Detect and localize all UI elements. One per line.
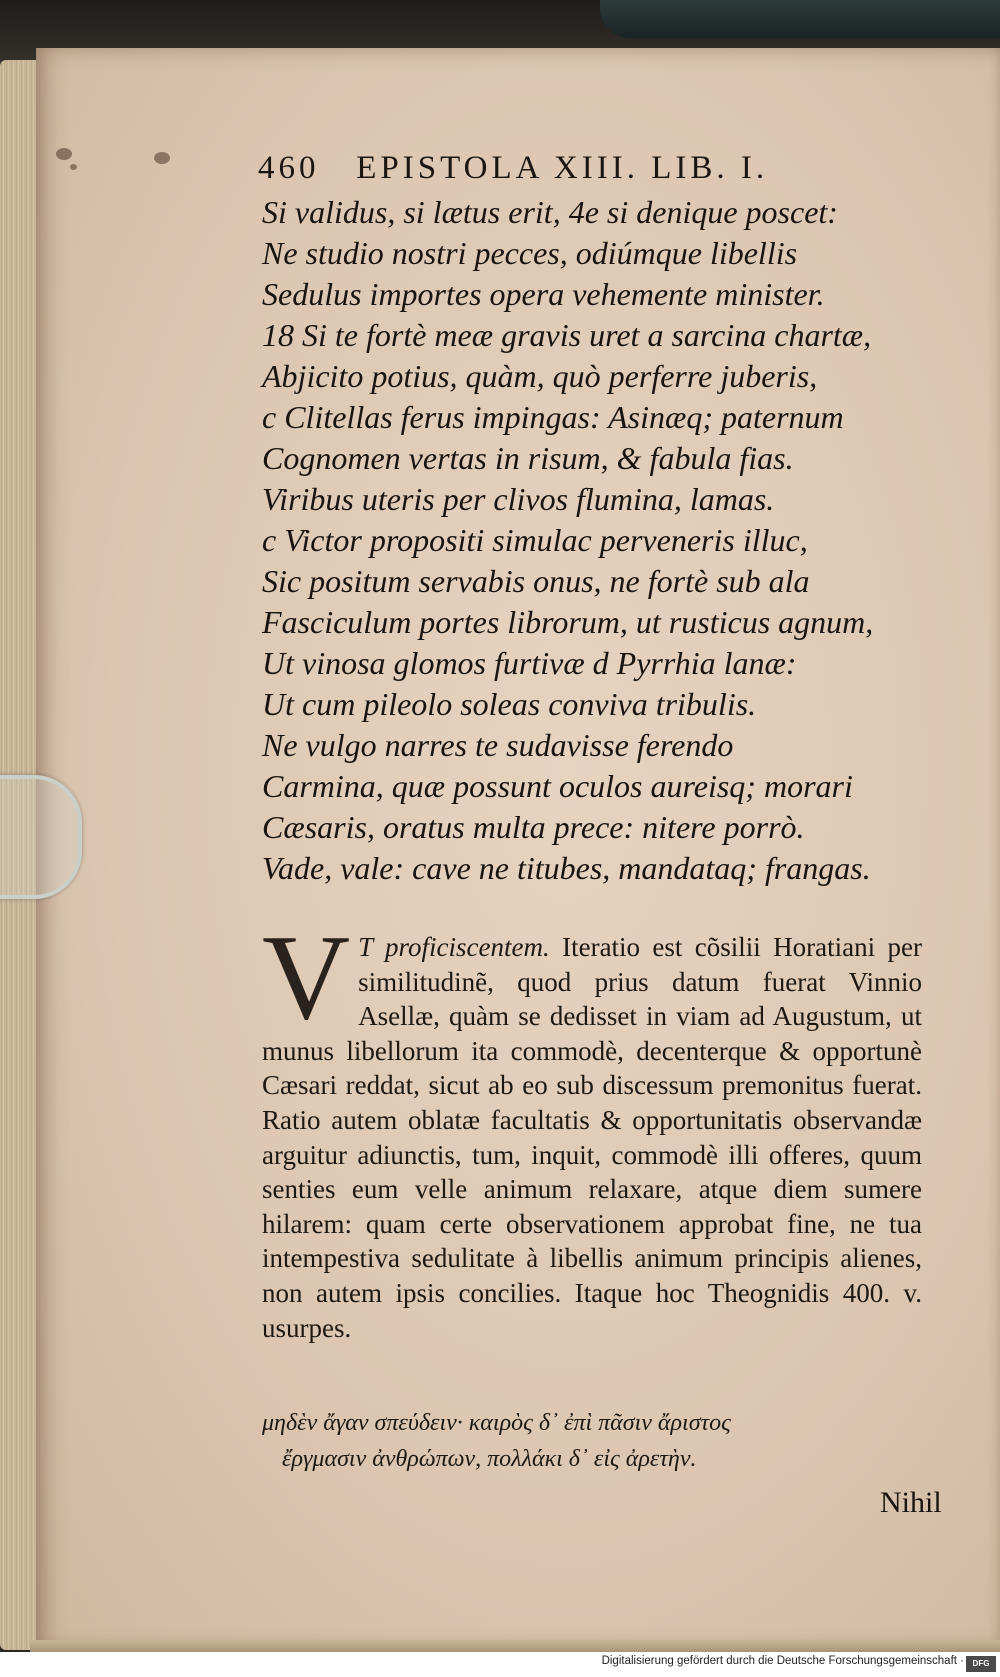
dfg-logo: DFG	[966, 1656, 996, 1672]
commentary-paragraph	[262, 910, 922, 1345]
commentary-block	[262, 910, 922, 1345]
page-stain	[56, 148, 72, 160]
verse-line: Viribus uteris per clivos flumina, lamas.	[262, 481, 775, 517]
page-number: 460	[258, 150, 320, 186]
verse-line: Ne studio nostri pecces, odiúmque libellis	[262, 235, 798, 271]
commentary-text: Iteratio est cõsilii Horatiani per similitudinẽ, quod prius datum fuerat Vinnio Asellæ, quàm se dedisset in viam ad Augustum, ut munus libellorum ita commodè, decenterque & opportunè Cæsari reddat, sicut ab eo sub discessum premonitus fuerat. Ratio autem oblatæ facultatis & opportunitatis observandæ arguitur adiunctis, tum, inquit, commodè illi offeres, quum senties eum velle animum relaxare, atque diem sumere hilarem: quam certe observationem approbat fine, ne tua intempestiva sedulitate à libellis animum principis alienes, non autem ipsis concilies. Itaque hoc Theognidis 400. v. usurpes.	[262, 932, 922, 1343]
page-stain	[70, 164, 77, 170]
page-clip	[0, 775, 82, 899]
verse-line: Ut vinosa glomos furtivæ d Pyrrhia lanæ:	[262, 645, 797, 681]
book-cover-cloth	[600, 0, 1000, 38]
digitization-credit: Digitalisierung gefördert durch die Deutsche Forschungsgemeinschaft ·	[601, 1655, 964, 1667]
catchword: Nihil	[880, 1486, 942, 1519]
verse-line: c Victor propositi simulac perveneris illuc,	[262, 522, 808, 558]
verse-line: Sic positum servabis onus, ne fortè sub ala	[262, 563, 810, 599]
drop-cap: V	[262, 910, 351, 1045]
running-title: EPISTOLA XIII. LIB. I.	[356, 150, 769, 186]
verse-block	[262, 192, 942, 889]
running-header	[258, 150, 918, 187]
verse-line: c Clitellas ferus impingas: Asinæq; paternum	[262, 399, 844, 435]
verse-line: Carmina, quæ possunt oculos aureisq; morari	[262, 768, 853, 804]
verse-line: Abjicito potius, quàm, quò perferre juberis,	[262, 358, 818, 394]
verse-line: Cognomen vertas in risum, & fabula fias.	[262, 440, 794, 476]
page-stain	[154, 152, 170, 164]
greek-quotation	[262, 1405, 922, 1477]
verse-line: Fasciculum portes librorum, ut rusticus agnum,	[262, 604, 874, 640]
verse-line: Ne vulgo narres te sudavisse ferendo	[262, 727, 734, 763]
verse-line: Sedulus importes opera vehemente minister.	[262, 276, 825, 312]
verse-line: Cæsaris, oratus multa prece: nitere porrò.	[262, 809, 805, 845]
verse-line: Vade, vale: cave ne titubes, mandataq; frangas.	[262, 850, 871, 886]
verse-line: 18 Si te fortè meæ gravis uret a sarcina chartæ,	[262, 317, 872, 353]
commentary-lemma: T proficiscentem.	[358, 932, 550, 962]
page-bottom-edge	[30, 1640, 1000, 1652]
greek-line: ἔργμασιν ἀνθρώπων, πολλάκι δ᾽ εἰς ἀρετὴν.	[282, 1446, 697, 1472]
verse-line: Ut cum pileolo soleas conviva tribulis.	[262, 686, 757, 722]
greek-line: μηδὲν ἄγαν σπεύδειν· καιρὸς δ᾽ ἐπὶ πᾶσιν ἄριστος	[262, 1410, 731, 1436]
verse-line: Si validus, si lætus erit, 4e si denique poscet:	[262, 194, 838, 230]
